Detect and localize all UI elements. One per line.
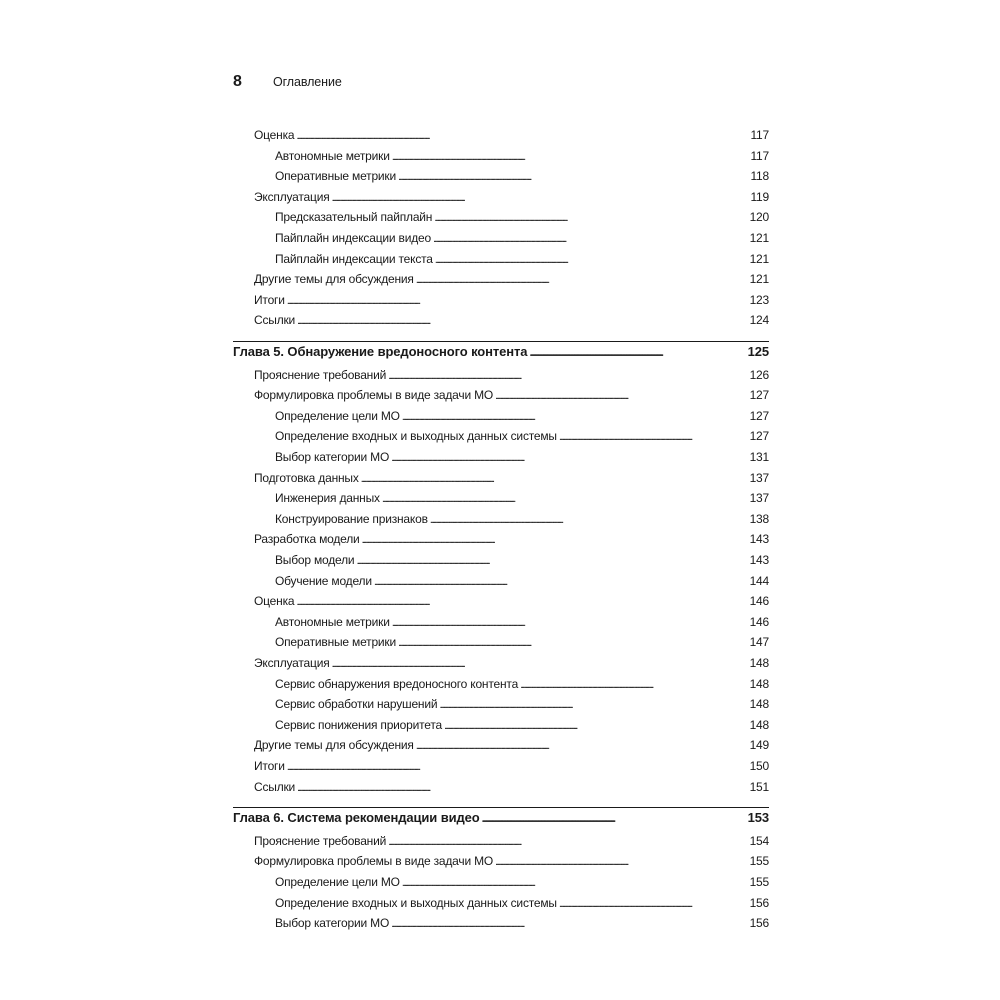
toc-entry[interactable] [233,407,769,425]
toc-entry[interactable] [233,427,769,445]
dot-leader [382,489,748,507]
toc-entry[interactable] [233,572,769,590]
toc-entry[interactable] [233,695,769,713]
chapter-divider [233,341,769,342]
toc-entry-page: 149 [749,738,769,753]
dot-leader [435,250,748,268]
chapter-divider [233,807,769,808]
dot-leader [362,530,748,548]
toc-entry-title: Другие темы для обсуждения [254,272,414,287]
toc-entry-page: 121 [749,272,769,287]
toc-entry-page: 156 [749,895,769,910]
toc-entry-title: Определение входных и выходных данных системы [275,429,557,444]
toc-entry[interactable] [233,229,769,247]
toc-entry-title: Предсказательный пайплайн [275,210,433,225]
dot-leader [356,551,747,569]
toc-entry-page: 119 [750,189,769,204]
dot-leader [388,832,747,850]
toc-entry[interactable] [233,675,769,693]
dot-leader [398,167,748,185]
dot-leader [391,914,748,932]
toc-entry[interactable] [233,613,769,631]
toc-entry-page: 117 [750,128,769,142]
toc-entry-title: Пайплайн индексации видео [275,231,431,245]
toc-entry-title: Ссылки [254,779,296,794]
toc-entry[interactable] [233,914,769,932]
toc-entry-page: 148 [749,697,769,712]
toc-entry-title: Эксплуатация [254,656,330,670]
toc-entry-page: 131 [749,450,769,464]
toc-entry[interactable] [233,832,769,850]
toc-entry-page: 137 [749,470,769,485]
dot-leader [495,386,748,404]
toc-entry[interactable] [233,654,769,672]
dot-leader [433,229,748,247]
toc-chapter-entry[interactable] [233,809,769,827]
dot-leader [391,448,748,466]
dot-leader [402,873,748,891]
toc-entry-title: Пайплайн индексации текста [275,251,433,266]
toc-entry[interactable] [233,250,769,268]
dot-leader [398,633,748,651]
toc-entry[interactable] [233,633,769,651]
toc-entry-title: Оперативные метрики [275,169,396,184]
toc-entry-title: Выбор модели [275,553,355,567]
toc-entry-page: 144 [749,573,769,588]
toc-entry-title: Итоги [254,759,285,773]
toc-entry[interactable] [233,592,769,610]
dot-leader [361,469,748,487]
toc-entry-page: 127 [749,408,769,423]
toc-entry[interactable] [233,469,769,487]
dot-leader [439,695,747,713]
dot-leader [482,809,746,827]
toc-entry[interactable] [233,510,769,528]
toc-entry[interactable] [233,311,769,329]
toc-entry-page: 137 [749,491,769,506]
toc-entry-title: Эксплуатация [254,189,330,204]
toc-entry-page: 117 [750,148,769,163]
toc-entry-page: 151 [749,779,769,794]
toc-entry-page: 125 [747,344,769,359]
toc-entry-page: 155 [749,875,769,889]
toc-entry-title: Сервис обнаружения вредоносного контента [275,676,519,691]
toc-entry-title: Инженерия данных [275,491,380,506]
toc-entry[interactable] [233,291,769,309]
toc-entry[interactable] [233,126,769,144]
dot-leader [444,716,748,734]
page-number: 8 [233,73,242,90]
dot-leader [296,126,748,144]
toc-entry[interactable] [233,167,769,185]
dot-leader [416,270,748,288]
toc-entry-title: Оперативные метрики [275,635,396,650]
toc-entry[interactable] [233,894,769,912]
toc-entry-title: Глава 5. Обнаружение вредоносного контента [233,344,528,359]
dot-leader [430,510,748,528]
dot-leader [402,407,748,425]
toc-entry-title: Обучение модели [275,573,372,588]
dot-leader [374,572,748,590]
toc-entry-page: 146 [749,614,769,629]
toc-entry-page: 143 [749,553,769,567]
dot-leader [297,311,748,329]
toc-entry-page: 124 [749,313,769,328]
toc-entry[interactable] [233,188,769,206]
toc-entry-page: 143 [749,532,769,547]
toc-entry[interactable] [233,551,769,569]
dot-leader [520,675,748,693]
dot-leader [495,852,748,870]
dot-leader [392,147,749,165]
dot-leader [332,654,748,672]
toc-entry-page: 155 [749,854,769,869]
toc-entry-page: 153 [747,810,769,826]
dot-leader [416,736,748,754]
toc-entry-title: Оценка [254,128,295,142]
toc-entry[interactable] [233,208,769,226]
toc-entry[interactable] [233,489,769,507]
toc-entry-page: 146 [749,594,769,609]
toc-entry[interactable] [233,530,769,548]
toc-entry-title: Другие темы для обсуждения [254,738,414,753]
toc-entry[interactable] [233,448,769,466]
toc-entry-page: 121 [749,231,769,245]
dot-leader [297,778,748,796]
toc-entry-page: 120 [749,210,769,225]
dot-leader [434,208,747,226]
toc-entry-page: 147 [749,635,769,650]
toc-entry-title: Определение цели МО [275,875,400,889]
running-title: Оглавление [273,75,342,89]
dot-leader [388,366,747,384]
toc-entry-title: Определение цели МО [275,408,400,423]
toc-entry-title: Сервис обработки нарушений [275,697,438,712]
toc-entry-page: 148 [749,717,769,732]
page-header [233,73,342,93]
toc-entry-title: Выбор категории МО [275,450,390,464]
toc-entry[interactable] [233,852,769,870]
toc-entry-page: 127 [749,388,769,403]
toc-entry[interactable] [233,757,769,775]
toc-entry-title: Сервис понижения приоритета [275,717,442,732]
toc-entry-page: 121 [749,251,769,266]
toc-entry-page: 148 [749,656,769,670]
toc-entry[interactable] [233,270,769,288]
dot-leader [296,592,747,610]
toc-entry[interactable] [233,147,769,165]
toc-entry-title: Оценка [254,594,295,609]
dot-leader [559,427,748,445]
toc-entry-page: 118 [750,169,769,184]
toc-entry-title: Разработка модели [254,532,360,547]
dot-leader [332,188,749,206]
toc-entry-title: Автономные метрики [275,614,390,629]
toc-entry[interactable] [233,716,769,734]
toc-entry-title: Определение входных и выходных данных системы [275,895,557,910]
dot-leader [287,757,748,775]
toc-chapter-entry[interactable] [233,343,769,361]
toc-entry-page: 148 [749,676,769,691]
toc-entry-title: Выбор категории МО [275,916,390,931]
dot-leader [287,291,748,309]
toc-entry[interactable] [233,778,769,796]
toc-entry-page: 150 [749,759,769,773]
toc-entry[interactable] [233,386,769,404]
toc-entry-title: Прояснение требований [254,833,387,848]
dot-leader [529,343,745,361]
toc-entry-title: Глава 6. Система рекомендации видео [233,810,480,826]
toc-entry-page: 154 [749,833,769,848]
toc-entry-page: 126 [749,367,769,382]
toc-entry-title: Прояснение требований [254,367,387,382]
toc-entry-title: Формулировка проблемы в виде задачи МО [254,388,494,403]
toc-entry-page: 156 [749,916,769,931]
dot-leader [559,894,748,912]
toc-entry-title: Формулировка проблемы в виде задачи МО [254,854,494,869]
toc-entry-title: Подготовка данных [254,470,359,485]
toc-entry-page: 127 [749,429,769,444]
dot-leader [392,613,748,631]
toc-entry-title: Автономные метрики [275,148,390,163]
toc-entry-title: Конструирование признаков [275,511,428,526]
toc-entry-page: 138 [749,511,769,526]
toc-entry[interactable] [233,873,769,891]
toc-entry[interactable] [233,736,769,754]
toc-entry-title: Итоги [254,292,285,307]
toc-entry-page: 123 [749,292,769,307]
toc-entry-title: Ссылки [254,313,296,328]
toc-entry[interactable] [233,366,769,384]
